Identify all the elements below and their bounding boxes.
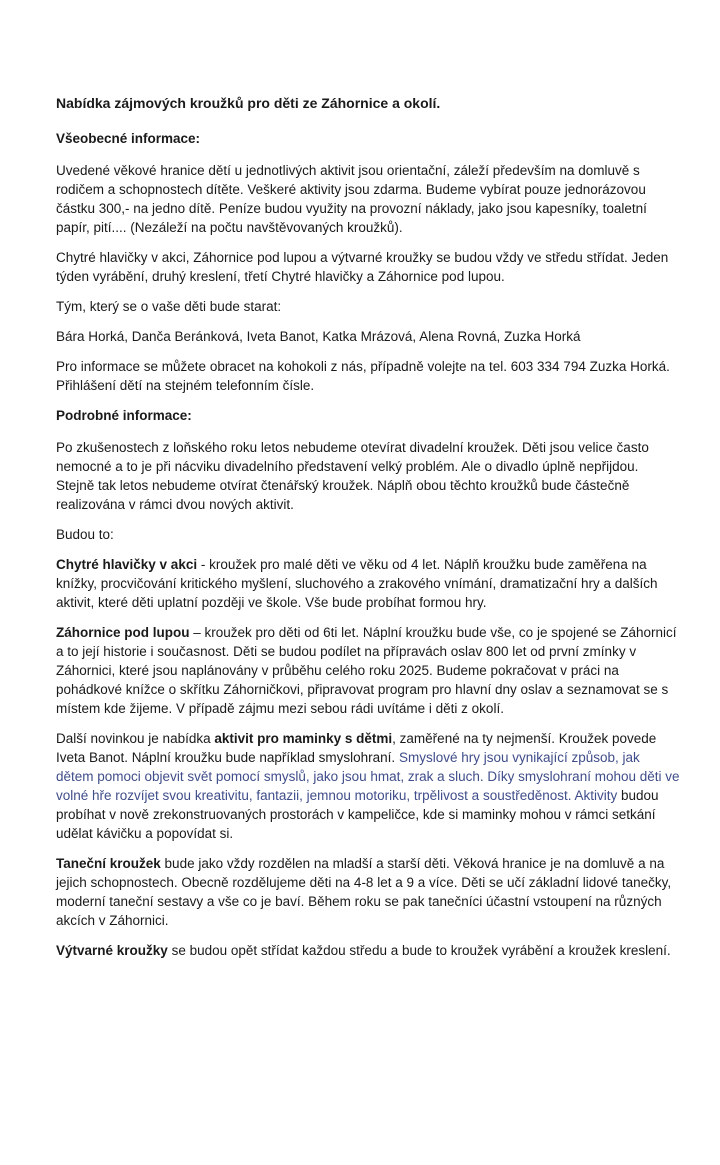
- tanecni-krouzek-text: bude jako vždy rozdělen na mladší a starší děti. Věková hranice je na domluvě a na jejich schopnostech. Obecně rozdělujeme děti na 4-8 let a 9 a více. Děti se učí základní lidové tanečky, moderní taneční sestavy a vše co je baví. Během roku se pak tanečníci účastní vstoupení na různých akcích v Záhornici.: [56, 856, 672, 928]
- schedule-paragraph: Chytré hlavičky v akci, Záhornice pod lupou a výtvarné kroužky se budou vždy ve středu střídat. Jeden týden vyrábění, druhý kreslení, třetí Chytré hlavičky a Záhornice pod lupou.: [56, 250, 669, 284]
- vytvarne-krouzky-name: Výtvarné kroužky: [56, 943, 168, 958]
- maminky-highlight: Smyslové hry jsou vynikající způsob, jak dětem pomoci objevit svět pomocí smyslů, jako jsou hmat, zrak a sluch. Díky smyslohraní mohou děti ve volné hře rozvíjet svou kreativitu, fantazii, jemnou motoriku, trpělivost a soustředěnost. Aktivity: [56, 750, 680, 803]
- detail-intro-paragraph: Po zkušenostech z loňského roku letos nebudeme otevírat divadelní kroužek. Děti jsou velice často nemocné a to je při nácviku divadelního představení velký problém. Ale o divadlo úplně nepřijdou. Stejně tak letos nebudeme otvírat čtenářský kroužek. Náplň obou těchto kroužků bude částečně realizována v rámci dvou nových aktivit.: [56, 440, 649, 512]
- contact-paragraph: Pro informace se můžete obracet na kohokoli z nás, případně volejte na tel. 603 334 794 Zuzka Horká. Přihlášení dětí na stejném telefonním čísle.: [56, 359, 670, 393]
- team-intro: Tým, který se o vaše děti bude starat:: [56, 299, 282, 314]
- zahornice-pod-lupou-text: – kroužek pro děti od 6ti let. Náplní kroužku bude vše, co je spojené se Záhornicí a to její historie i současnost. Děti se budou podílet na přípravách oslav 800 let od první zmínky v Záhornici, které jsou naplánovány v průběhu celého roku 2025. Budeme pokračovat v práci na pohádkové knížce o skřítku Záhorničkovi, připravovat program pro hlavní dny oslav a seznamovat se s místem kde žijeme. V případě zájmu mezi sebou rádi uvítáme i děti z okolí.: [56, 625, 677, 716]
- zahornice-pod-lupou-name: Záhornice pod lupou: [56, 625, 190, 640]
- vytvarne-krouzky-text: se budou opět střídat každou středu a bude to kroužek vyrábění a kroužek kreslení.: [167, 943, 671, 958]
- chytre-hlavicky-paragraph: [56, 555, 680, 612]
- detail-info-heading: Podrobné informace:: [56, 408, 192, 423]
- maminky-name: aktivit pro maminky s dětmi: [214, 731, 393, 746]
- general-info-paragraph: Uvedené věkové hranice dětí u jednotlivých aktivit jsou orientační, záleží především na domluvě s rodičem a schopnostech dítěte. Veškeré aktivity jsou zdarma. Budeme vybírat pouze jednorázovou částku 300,- na jedno dítě. Peníze budou využity na provozní náklady, jako jsou kapesníky, toaletní papír, pití.... (Nezáleží na počtu navštěvovaných kroužků).: [56, 163, 647, 235]
- vytvarne-krouzky-paragraph: [56, 941, 680, 960]
- tanecni-krouzek-paragraph: [56, 854, 680, 930]
- chytre-hlavicky-name: Chytré hlavičky v akci: [56, 557, 198, 572]
- maminky-end: budou probíhat v nově zrekonstruovaných prostorách v kampeličce, kde si maminky mohou v rámci setkání udělat kávičku a popovídat si.: [56, 788, 659, 841]
- maminky-pre: Další novinkou je nabídka: [56, 731, 215, 746]
- team-members: Bára Horká, Danča Beránková, Iveta Banot, Katka Mrázová, Alena Rovná, Zuzka Horká: [56, 329, 581, 344]
- maminky-paragraph: [56, 729, 680, 843]
- document-title: Nabídka zájmových kroužků pro děti ze Záhornice a okolí.: [56, 95, 441, 111]
- budou-to-label: Budou to:: [56, 527, 114, 542]
- maminky-mid: , zaměřené na ty nejmenší. Kroužek povede Iveta Banot. Náplní kroužku bude například smyslohraní.: [56, 731, 657, 765]
- tanecni-krouzek-name: Taneční kroužek: [56, 856, 161, 871]
- general-info-heading: Všeobecné informace:: [56, 131, 201, 146]
- zahornice-pod-lupou-paragraph: [56, 623, 680, 718]
- chytre-hlavicky-text: - kroužek pro malé děti ve věku od 4 let. Náplň kroužku bude zaměřena na knížky, procvičování kritického myšlení, sluchového a zrakového vnímání, dramatizační hry a dalších aktivit, které děti uplatní později ve škole. Vše bude probíhat formou hry.: [56, 557, 658, 610]
